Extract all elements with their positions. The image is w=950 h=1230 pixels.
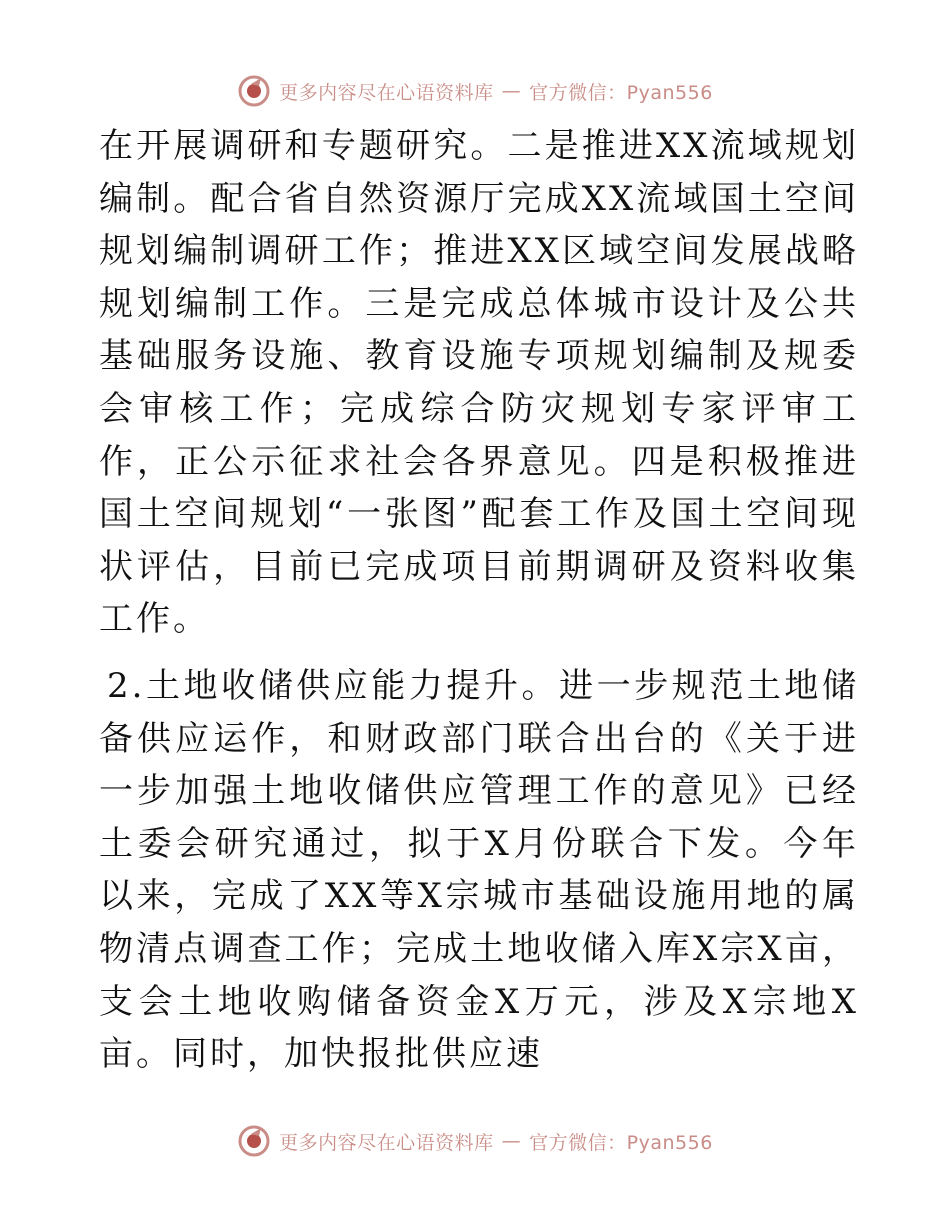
header-watermark bbox=[0, 71, 950, 111]
paragraph-2: 2.土地收储供应能力提升。进一步规范土地储备供应运作，和财政部门联合出台的《关于进一步加强土地收储供应管理工作的意见》已经土委会研究通过，拟于X月份联合下发。今年以来，完成了XX等X宗城市基础设施用地的属物清点调查工作；完成土地收储入库X宗X亩，支会土地收购储备资金X万元，涉及X宗地X亩。同时，加快报批供应速 bbox=[99, 665, 859, 1075]
watermark-wechat: 官方微信：Pyan556 bbox=[529, 1131, 713, 1154]
watermark-text: 更多内容尽在心语资料库 bbox=[279, 1131, 494, 1154]
brand-logo-icon bbox=[237, 1124, 271, 1158]
brand-logo-icon bbox=[237, 74, 271, 108]
paragraph-1: 在开展调研和专题研究。二是推进XX流域规划编制。配合省自然资源厅完成XX流域国土空间规划编制调研工作；推进XX区域空间发展战略规划编制工作。三是完成总体城市设计及公共基础服务设施、教育设施专项规划编制及规委会审核工作；完成综合防灾规划专家评审工作，正公示征求社会各界意见。四是积极推进国土空间规划“一张图”配套工作及国土空间现状评估，目前已完成项目前期调研及资料收集工作。 bbox=[99, 126, 859, 640]
watermark-separator: — bbox=[501, 1130, 522, 1152]
watermark-separator: — bbox=[501, 80, 522, 102]
footer-watermark bbox=[0, 1121, 950, 1161]
document-body bbox=[99, 120, 859, 1081]
watermark-wechat: 官方微信：Pyan556 bbox=[529, 81, 713, 104]
watermark-text: 更多内容尽在心语资料库 bbox=[279, 81, 494, 104]
